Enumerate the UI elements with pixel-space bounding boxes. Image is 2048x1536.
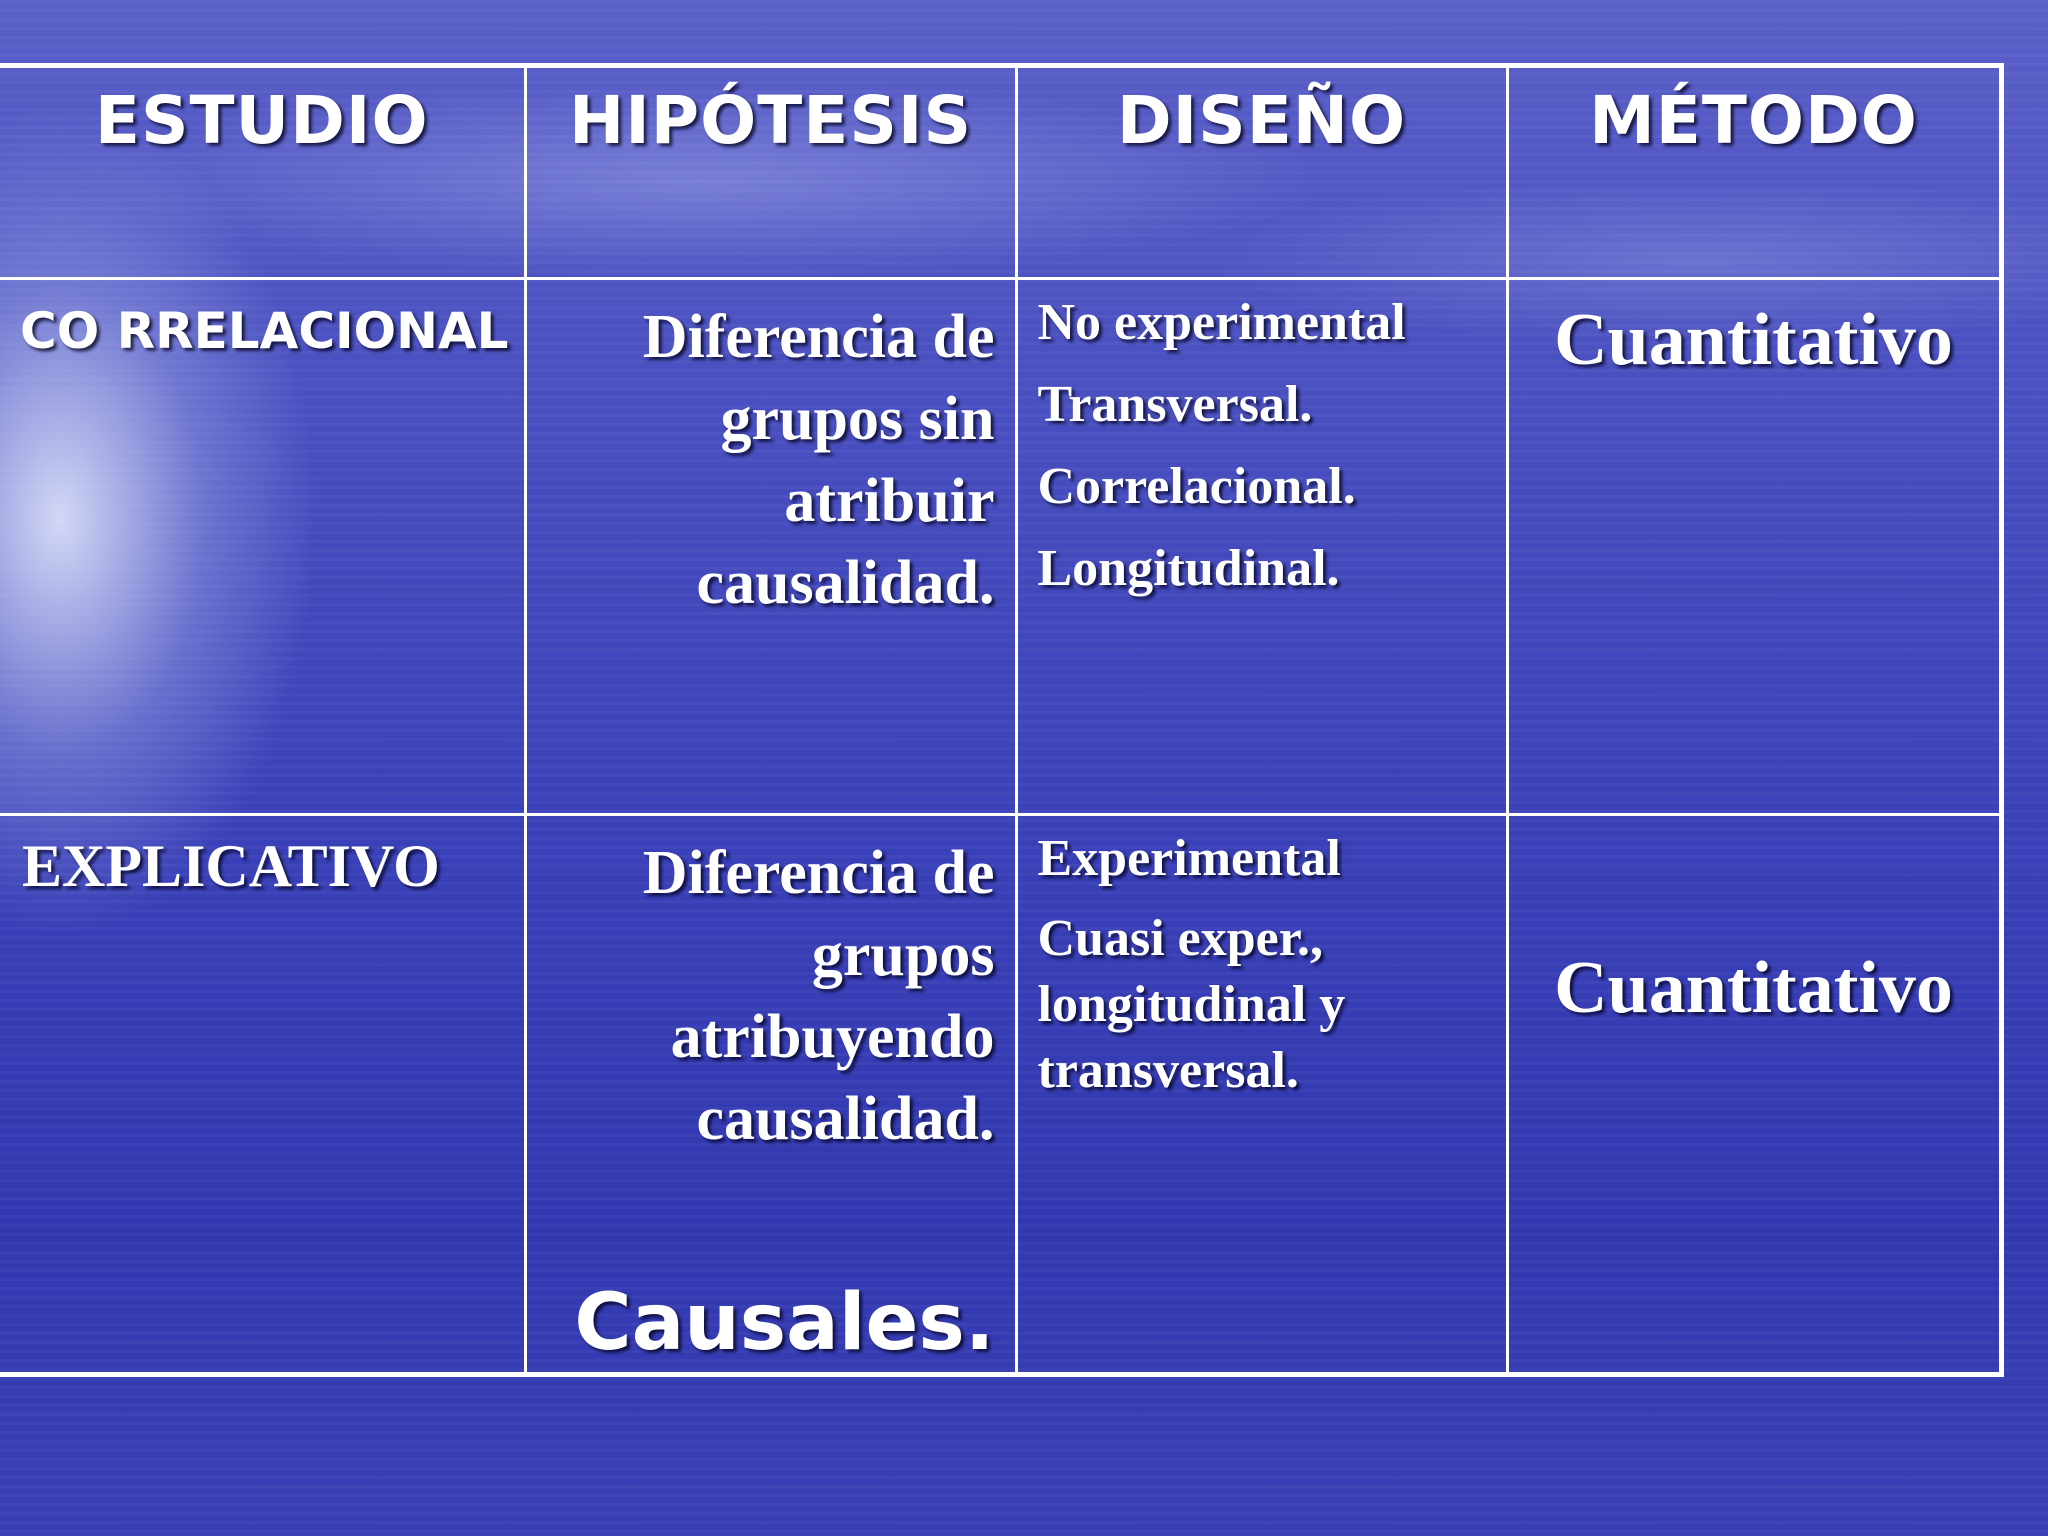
header-row [0, 66, 2001, 279]
hypothesis-text: Diferencia de grupos atribuyendo causalidad. [642, 838, 995, 1153]
header-hipotesis: HIPÓTESIS [525, 66, 1016, 279]
hypothesis-causales: Causales. [574, 1278, 995, 1368]
study-correlacional [0, 278, 525, 814]
design-explicativo [1016, 814, 1507, 1374]
header-estudio: ESTUDIO [0, 66, 525, 279]
table-row-correlacional [0, 278, 2001, 814]
method-text: Cuantitativo [1554, 298, 1953, 381]
design-item: Longitudinal. [1037, 539, 1340, 597]
comparison-table [0, 63, 2004, 1377]
method-text: Cuantitativo [1554, 946, 1953, 1029]
design-list [1038, 290, 1496, 602]
study-label: CO RRELACIONAL [20, 301, 509, 360]
study-label: EXPLICATIVO [22, 832, 440, 899]
method-correlacional [1507, 278, 2001, 814]
hypothesis-correlacional [525, 278, 1016, 814]
hypothesis-explicativo [525, 814, 1016, 1374]
table-row-explicativo [0, 814, 2001, 1374]
header-diseno: DISEÑO [1016, 66, 1507, 279]
design-item: Experimental [1037, 829, 1341, 887]
design-item: Transversal. [1037, 375, 1313, 433]
hypothesis-text: Diferencia de grupos sin atribuir causalidad. [642, 302, 995, 617]
design-list [1038, 826, 1496, 1104]
method-explicativo [1507, 814, 2001, 1374]
design-correlacional [1016, 278, 1507, 814]
study-explicativo [0, 814, 525, 1374]
design-item: Correlacional. [1037, 457, 1356, 515]
design-item: Cuasi exper., longitudinal y transversal. [1037, 909, 1346, 1099]
design-item: No experimental [1037, 293, 1406, 351]
header-metodo: MÉTODO [1507, 66, 2001, 279]
